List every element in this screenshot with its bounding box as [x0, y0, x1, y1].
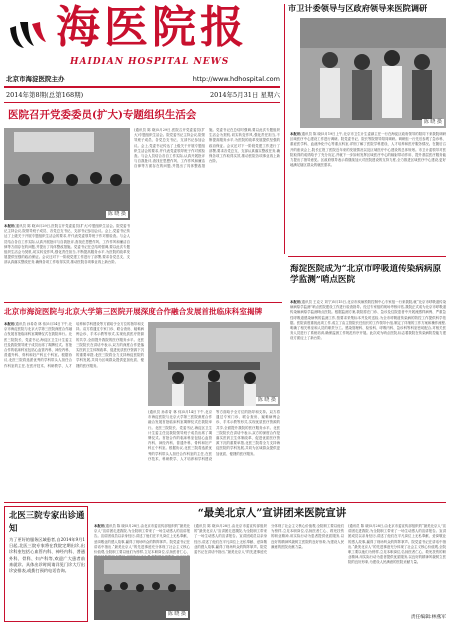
section-rule: [4, 502, 446, 503]
article-body: [290, 132, 446, 252]
article-body: [134, 128, 280, 298]
article-body-middle: [194, 524, 344, 620]
expert-notice: [4, 506, 88, 622]
article-body: [290, 300, 446, 498]
article-top-right: [288, 0, 448, 254]
article-body-text: (通讯员 孙希奇 林 伟)5月14日下午,北京市海淀医院与北京大学第三医院深度合作融合发展首批临床科室揭牌仪式在我院举行。北医三院院长、党委书记,海淀区卫生计生委主任及我院领导班子成员出席了揭牌仪式。首批合作的临床科室包括心血管内科、神经内科、普通外科、骨科和妇产科五个科室。根据协议,北医三院将选派优秀的学科带头人担任合作科室的主任,在医疗技术、科研教学、人才培养和学科建设等方面给予全方位的指导和支持。双方将通过专家门诊、联合查房、疑难病例会诊、手术示教等形式,实现优质医疗资源的共享,全面提升我院的医疗服务水平。北医三院院长在讲话中表示,双方的深度合作是落实医药卫生体制改革、促进优质医疗资源下沉的重要举措,北医三院将全力支持海淀医院的学科发展,共同为区域群众提供更加优质、便捷的医疗服务。: [4, 322, 144, 368]
masthead-date-text: 2014年5月31日: [209, 91, 259, 99]
column-divider: [284, 4, 285, 254]
masthead-title: 海医院报: [56, 2, 248, 53]
article-body-right: [348, 524, 446, 612]
article-headline: 医院召开党委委员(扩大)专题组织生活会: [8, 109, 197, 121]
article-body-left: [4, 224, 130, 298]
article-byline: 本报讯: [4, 322, 15, 326]
hospital-logo-icon: [6, 18, 50, 52]
masthead-subtitle: HAIDIAN HOSPITAL NEWS: [70, 57, 230, 67]
article-byline: 本报讯: [290, 300, 301, 304]
article-beautiful: [92, 504, 448, 625]
article-photo: [94, 556, 190, 620]
masthead-issue: 2014年第8期(总第168期): [6, 91, 84, 99]
article-headline: 北京市海淀医院与北京大学第三医院开展深度合作融合发展首批临床科室揭牌: [4, 307, 263, 316]
article-photo: [300, 18, 446, 128]
masthead-date: [150, 90, 280, 100]
article-cooperation: [0, 304, 282, 500]
article-body-text: (通讯员 陈 晓)5月28日,由北京市委宣传部组织的“最美北京人”宣讲团走进我院,为全院职工带来了一场生动感人的宣讲报告。宣讲团成员以亲身经历,讲述了他们在平凡岗位上无私奉献、爱岗敬业的感人故事,赢得了现场听众的阵阵掌声。院党委书记在讲话中指出,“最美北京人”的先进事迹充分体现了社会主义核心价值观,全院职工要以他们为榜样,立足本职岗位,弘扬医者仁心、: [94, 524, 190, 555]
article-photo: [148, 322, 280, 406]
article-body-text: (通讯员 陈 晓)5月28日,由北京市委宣传部组织的“最美北京人”宣讲团走进我院,为全院职工带来了一场生动感人的宣讲报告。宣讲团成员以亲身经历,讲述了他们在平凡岗位上无私奉献、爱岗敬业的感人故事,赢得了现场听众的阵阵掌声。院党委书记在讲话中指出,“最美北京人”的先进事迹充分体现了社会主义核心价值观,全院职工要以他们为榜样,立足本职岗位,弘扬医者仁心、救死扶伤的职业精神,用实际行动为患者提供优质服务,以良好的精神风貌树立医院的良好形象,为建设人民满意的医院贡献力量。: [194, 524, 344, 555]
article-body-text: (通讯员 王克义 刘宁)5月15日,北京市疾病预防控制中心专家组一行来我院,就“北京市呼吸道传染病病原学监测”哨点医院建设工作进行检查指导。经过专家组的现场考核评估,我院正式成为北京市呼吸道传染病病原学监测哨点医院。根据监测方案,我院将在门诊、急诊及住院患者中开展流感样病例、严重急性呼吸道感染病例的监测工作,按要求采集标本并及时送检,为全市呼吸道传染病的防控工作提供科学依据。医院高度重视此项工作,成立了由主管院长任组长的工作领导小组,制定了详细的工作方案和操作流程,明确了相关科室和人员的职责分工。感染管理科、检验科、呼吸内科、急诊科等科室密切配合,对相关医务人员进行了系统培训,确保监测工作规范有序开展。此次成为哨点医院,标志着我院在传染病防控能力建设方面迈上了新台阶。: [290, 300, 446, 341]
article-body: [4, 322, 144, 498]
article-byline: 本报讯: [4, 224, 15, 228]
article-headline: 市卫计委领导与区政府领导来医院调研: [288, 3, 428, 13]
photo-caption: 陈 晓 摄: [257, 397, 276, 403]
notice-body: 为了更好的服务区域患者,自2014年9月1日起,北医三院专家将在我院定期出诊,出诊科室包括心血管内科、神经内科、普通外科、骨科、妇产科等,欢迎广大患者前来就诊。具体出诊时间请详见门诊大厅出诊安排表,或拨打预约电话咨询。: [9, 537, 85, 574]
article-byline: 本报讯: [290, 132, 301, 136]
article-byline: 本报讯: [94, 524, 105, 528]
photo-caption: 陈 晓 摄: [107, 211, 126, 217]
article-committee: [0, 106, 282, 302]
masthead: [0, 0, 282, 106]
article-body-text: (通讯员 陈 晓)5月29日,医院召开党委委员(扩大)专题组织生活会。院党委书记主持会议,院领导班子成员、各党总支书记、支部书记参加会议。会上,党委书记传达了上级关于开展专题组织生活会的要求,并代表党委领导班子作对照检查。与会人员结合各自工作实际,认真开展批评与自我批评,查找在思想作风、工作作风和廉洁自律等方面存在的问题,并提出了具体整改措施。党委书记在总结时强调,要以此次专题组织生活会为契机,切实转变作风,强化责任担当,不断提高服务水平,为医院的改革发展提供坚强的政治保证。会议还对下一阶段党建工作进行了部署,要求各党总支、支部认真落实整改任务,确保各项工作取得实效,推动医院各项事业再上新台阶。: [4, 224, 130, 265]
article-body-text: (通讯员 孙希奇 林 伟)5月14日下午,北京市海淀医院与北京大学第三医院深度合作融合发展首批临床科室揭牌仪式在我院举行。北医三院院长、党委书记,海淀区卫生计生委主任及我院领导班子成员出席了揭牌仪式。首批合作的临床科室包括心血管内科、神经内科、普通外科、骨科和妇产科五个科室。根据协议,北医三院将选派优秀的学科带头人担任合作科室的主任,在医疗技术、科研教学、人才培养和学科建设等方面给予全方位的指导和支持。双方将通过专家门诊、联合查房、疑难病例会诊、手术示教等形式,实现优质医疗资源的共享,全面提升我院的医疗服务水平。北医三院院长在讲话中表示,双方的深度合作是落实医药卫生体制改革、促进优质医疗资源下沉的重要举措,北医三院将全力支持海淀医院的学科发展,共同为区域群众提供更加优质、便捷的医疗服务。: [148, 410, 280, 461]
article-headline: “最美北京人”宣讲团来医院宣讲: [197, 507, 347, 519]
masthead-sponsor: 北京市海淀医院主办: [6, 75, 65, 83]
article-body-text: (通讯员 陈 晓)5月19日上午,北京市卫生计生委副主任一行在海淀区政府领导的陪同下来我院调研区域医疗中心建设工作进行调研。院党委书记、院长等院领导陪同调研。调研组一行先后参观了急诊科、重症医学科、血液净化中心等重点科室,详细了解了医院学科建设、人才培养和医疗服务情况。在随后召开的座谈会上,院长汇报了医院近年来的发展情况以及区域医疗中心建设的总体规划。市卫计委领导对医院取得的成绩给予了充分肯定,并就下一步如何发挥区域医疗中心的辐射带动作用、提升基层医疗服务能力提出了指导意见。区政府领导表示将继续加大对医院建设的支持力度,全力推进区域医疗中心建设,更好地满足辖区群众的就医需求。: [290, 132, 446, 168]
masthead-rule-bottom: [4, 102, 280, 103]
article-body-right: [148, 410, 280, 498]
notice-headline: 北医三院专家出诊通知: [9, 510, 85, 533]
article-body-text: (通讯员 陈 晓)5月29日,医院召开党委委员(扩大)专题组织生活会。院党委书记主持会议,院领导班子成员、各党总支书记、支部书记参加会议。会上,党委书记传达了上级关于开展专题组织生活会的要求,并代表党委领导班子作对照检查。与会人员结合各自工作实际,认真开展批评与自我批评,查找在思想作风、工作作风和廉洁自律等方面存在的问题,并提出了具体整改措施。党委书记在总结时强调,要以此次专题组织生活会为契机,切实转变作风,强化责任担当,不断提高服务水平,为医院的改革发展提供坚强的政治保证。会议还对下一阶段党建工作进行了部署,要求各党总支、支部认真落实整改任务,确保各项工作取得实效,推动医院各项事业再上新台阶。: [134, 128, 280, 169]
masthead-website[interactable]: http://www.hdhospital.com: [192, 75, 280, 83]
photo-caption: 陈 晓 摄: [423, 119, 442, 125]
footer-editor: 责任编辑:林燕军: [410, 615, 446, 620]
article-photo: [4, 128, 130, 220]
article-respiratory: [288, 260, 448, 500]
photo-caption: 陈 晓 摄: [167, 611, 186, 617]
masthead-weekday: 星期六: [260, 91, 280, 99]
section-rule: [288, 256, 446, 257]
section-rule: [4, 302, 282, 303]
article-body-text: (通讯员 陈 晓)5月28日,由北京市委宣传部组织的“最美北京人”宣讲团走进我院,为全院职工带来了一场生动感人的宣讲报告。宣讲团成员以亲身经历,讲述了他们在平凡岗位上无私奉献、爱岗敬业的感人故事,赢得了现场听众的阵阵掌声。院党委书记在讲话中指出,“最美北京人”的先进事迹充分体现了社会主义核心价值观,全院职工要以他们为榜样,立足本职岗位,弘扬医者仁心、救死扶伤的职业精神,用实际行动为患者提供优质服务,以良好的精神风貌树立医院的良好形象,为建设人民满意的医院贡献力量。: [348, 524, 446, 565]
masthead-rule: [4, 86, 280, 88]
article-headline: 海淀医院成为“北京市呼吸道传染病病原学监测”哨点医院: [290, 264, 442, 285]
